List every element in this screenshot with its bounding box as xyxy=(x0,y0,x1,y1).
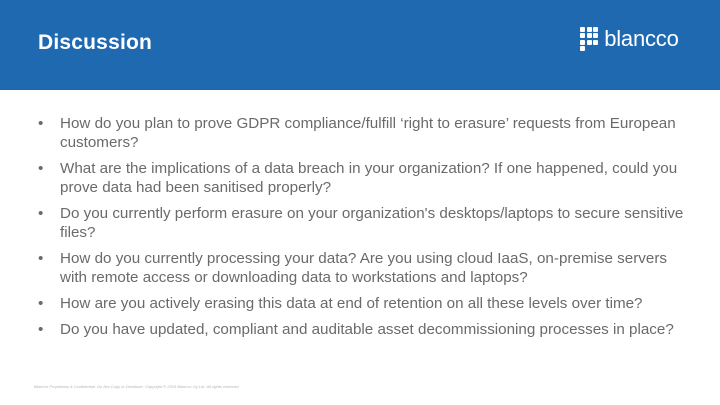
bullet-item xyxy=(36,294,686,313)
bullet-item xyxy=(36,114,686,152)
bullet-text: How do you plan to prove GDPR compliance/fulfill ‘right to erasure’ requests from European customers? xyxy=(60,115,676,151)
bullet-dot: • xyxy=(38,250,44,267)
bullet-text: Do you have updated, compliant and auditable asset decommissioning processes in place? xyxy=(60,321,674,338)
bullet-dot: • xyxy=(38,321,44,338)
bullet-text: What are the implications of a data breach in your organization? If one happened, could you prove data had been sanitised properly? xyxy=(60,160,678,196)
header-bar xyxy=(0,0,720,90)
bullet-text: How are you actively erasing this data at end of retention on all these levels over time? xyxy=(60,295,643,312)
bullet-text: Do you currently perform erasure on your organization's desktops/laptops to secure sensitive files? xyxy=(60,205,684,241)
logo-text: blancco xyxy=(604,26,679,51)
blancco-logo xyxy=(580,25,679,53)
blancco-dots-logo-icon xyxy=(580,27,598,52)
bullet-item xyxy=(36,204,686,242)
bullet-dot: • xyxy=(38,205,44,222)
bullet-dot: • xyxy=(38,160,44,177)
bullet-item xyxy=(36,320,686,339)
slide-title: Discussion xyxy=(38,31,153,54)
footer-copyright: Blancco Proprietary & Confidential. Do Not Copy or Distribute. Copyright © 2016 Blancco Oy Ltd. All rights reserved. xyxy=(34,384,240,389)
bullet-item xyxy=(36,159,686,197)
bullet-text: How do you currently processing your data? Are you using cloud IaaS, on-premise servers with remote access or downloading data to workstations and laptops? xyxy=(60,250,667,286)
bullet-dot: • xyxy=(38,115,44,132)
discussion-bullet-list xyxy=(36,114,686,346)
bullet-item xyxy=(36,249,686,287)
bullet-dot: • xyxy=(38,295,44,312)
